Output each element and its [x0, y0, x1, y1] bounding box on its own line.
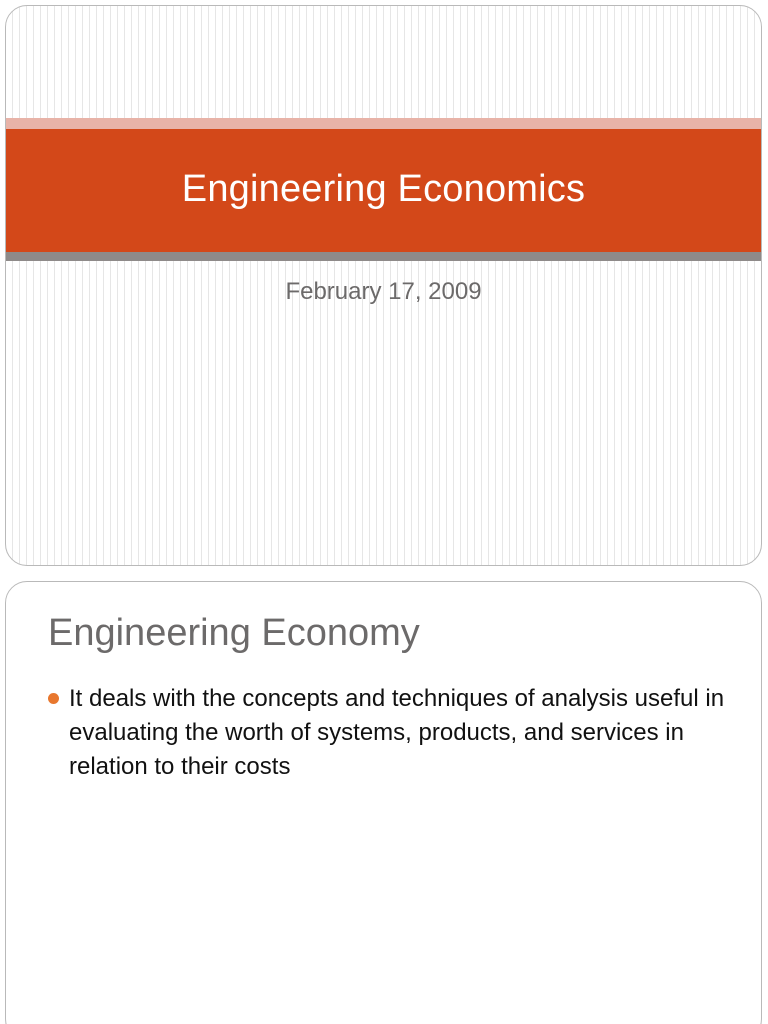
bullet-text: It deals with the concepts and techniques of analysis useful in evaluating the worth of systems, products, and services in relation to their costs — [69, 685, 725, 780]
slide-subtitle-date: February 17, 2009 — [285, 278, 482, 305]
bullet-item — [48, 682, 738, 784]
title-banner — [6, 129, 761, 252]
slide-heading: Engineering Economy — [48, 612, 420, 654]
title-slide — [5, 5, 762, 566]
bullet-icon — [48, 693, 59, 704]
title-bottom-stripe — [6, 252, 761, 261]
slide-title: Engineering Economics — [181, 168, 586, 210]
title-top-stripe — [6, 118, 761, 129]
content-slide — [5, 581, 762, 1024]
